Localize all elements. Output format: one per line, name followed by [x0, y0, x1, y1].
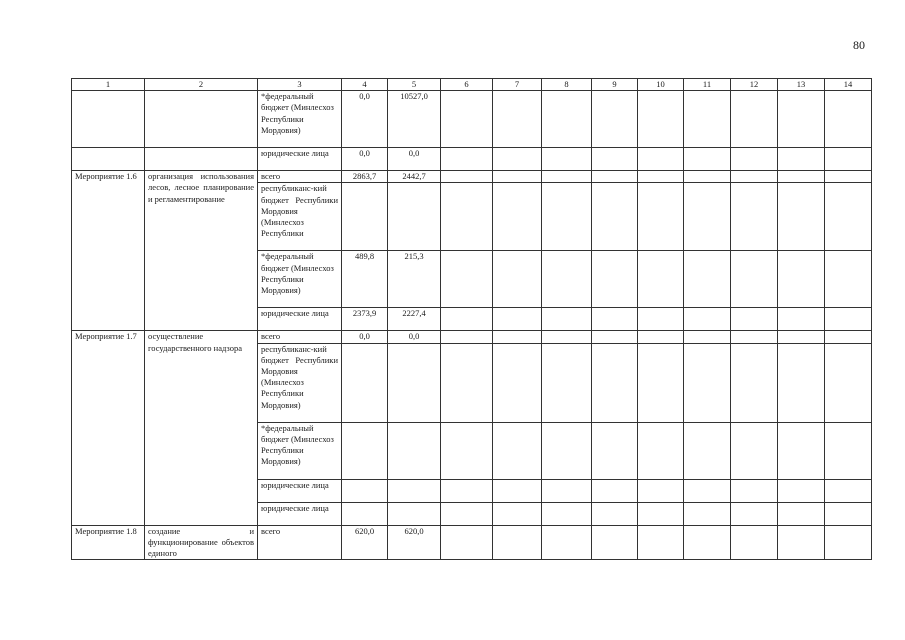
- funding-source-cell: юридические лица: [258, 308, 342, 331]
- value-col4: 2373,9: [342, 308, 388, 331]
- header-cell: 5: [388, 79, 441, 91]
- value-col5: 0,0: [388, 331, 441, 343]
- funding-source-cell: *федеральный бюджет (Минлесхоз Республики Мордовия): [258, 251, 342, 308]
- header-cell: 14: [825, 79, 872, 91]
- value-col4: 0,0: [342, 331, 388, 343]
- value-col5: 215,3: [388, 251, 441, 308]
- header-cell: 8: [542, 79, 592, 91]
- header-cell: 10: [638, 79, 684, 91]
- activity-desc-cell: осуществление государственного надзора: [145, 331, 258, 525]
- activity-name-cell: Мероприятие 1.8: [72, 525, 145, 560]
- header-cell: 12: [731, 79, 778, 91]
- value-col5: 0,0: [388, 148, 441, 171]
- value-col5: 2227,4: [388, 308, 441, 331]
- header-cell: 1: [72, 79, 145, 91]
- page-number: 80: [853, 38, 865, 52]
- value-col4: 620,0: [342, 525, 388, 560]
- value-col5: [388, 479, 441, 502]
- funding-source-cell: всего: [258, 331, 342, 343]
- table-header-row: [72, 79, 872, 91]
- table-row: [72, 148, 872, 171]
- header-cell: 9: [592, 79, 638, 91]
- activity-desc-cell: организация использования лесов, лесное планирование и регламентирование: [145, 171, 258, 331]
- value-col5: 620,0: [388, 525, 441, 560]
- value-col5: [388, 422, 441, 479]
- value-col4: [342, 183, 388, 251]
- activity-name-cell: Мероприятие 1.6: [72, 171, 145, 331]
- value-col4: [342, 422, 388, 479]
- activity-name-cell: [72, 91, 145, 148]
- header-cell: 3: [258, 79, 342, 91]
- value-col4: 0,0: [342, 148, 388, 171]
- activity-desc-cell: [145, 91, 258, 148]
- value-col5: [388, 502, 441, 525]
- table-row: [72, 91, 872, 148]
- value-col4: 489,8: [342, 251, 388, 308]
- funding-source-cell: *федеральный бюджет (Минлесхоз Республики Мордовия): [258, 422, 342, 479]
- value-col4: 2863,7: [342, 171, 388, 183]
- value-col4: [342, 343, 388, 422]
- header-cell: 4: [342, 79, 388, 91]
- value-col5: 10527,0: [388, 91, 441, 148]
- funding-source-cell: юридические лица: [258, 148, 342, 171]
- header-cell: 7: [493, 79, 542, 91]
- activity-desc-cell: создание и функционирование объектов единого: [145, 525, 258, 560]
- budget-table: [71, 78, 872, 560]
- funding-source-cell: всего: [258, 171, 342, 183]
- funding-source-cell: *федеральный бюджет (Минлесхоз Республики Мордовия): [258, 91, 342, 148]
- value-col5: [388, 183, 441, 251]
- funding-source-cell: всего: [258, 525, 342, 560]
- funding-source-cell: юридические лица: [258, 479, 342, 502]
- value-col4: 0,0: [342, 91, 388, 148]
- value-col4: [342, 479, 388, 502]
- header-cell: 11: [684, 79, 731, 91]
- table-row: [72, 525, 872, 560]
- value-col4: [342, 502, 388, 525]
- value-col5: 2442,7: [388, 171, 441, 183]
- funding-source-cell: республиканс-кий бюджет Республики Мордовия (Минлесхоз Республики: [258, 183, 342, 251]
- table-row: [72, 171, 872, 183]
- header-cell: 13: [778, 79, 825, 91]
- header-cell: 6: [441, 79, 493, 91]
- table-row: [72, 331, 872, 343]
- funding-source-cell: республиканс-кий бюджет Республики Мордовия (Минлесхоз Республики Мордовия): [258, 343, 342, 422]
- header-cell: 2: [145, 79, 258, 91]
- activity-name-cell: Мероприятие 1.7: [72, 331, 145, 525]
- value-col5: [388, 343, 441, 422]
- funding-source-cell: юридические лица: [258, 502, 342, 525]
